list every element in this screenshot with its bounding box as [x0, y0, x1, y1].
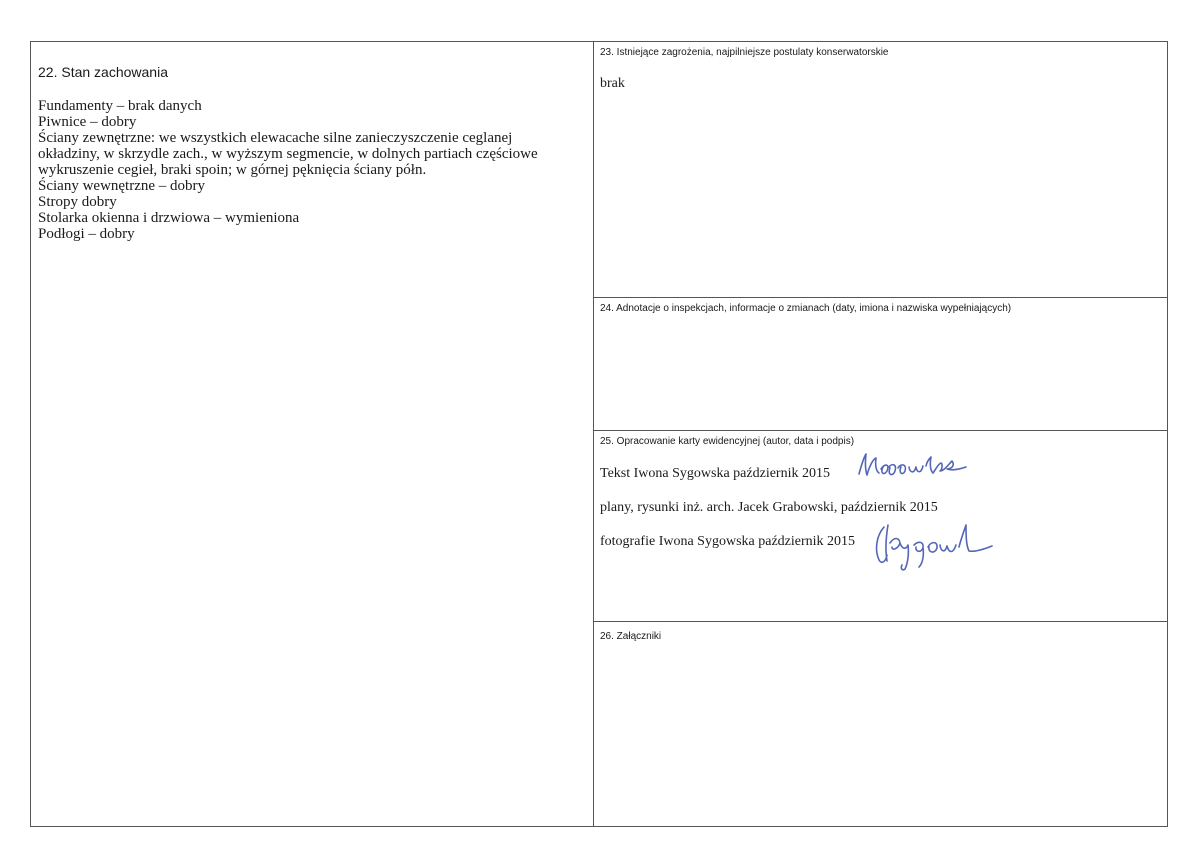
evidence-card-sheet	[30, 41, 1168, 827]
condition-line: Ściany zewnętrzne: we wszystkich elewacache silne zanieczyszczenie ceglanej	[38, 130, 513, 146]
author-plans-line: plany, rysunki inż. arch. Jacek Grabowski, październik 2015	[600, 500, 938, 515]
condition-line: wykruszenie cegieł, braki spoin; w górnej pęknięcia ściany półn.	[38, 162, 427, 178]
section-25-title: 25. Opracowanie karty ewidencyjnej (autor, data i podpis)	[600, 436, 855, 447]
section-24-annotations	[594, 298, 1167, 430]
condition-line: okładziny, w skrzydle zach., w wyższym segmencie, w dolnych partiach częściowe	[38, 146, 538, 162]
author-photos-line: fotografie Iwona Sygowska październik 2015	[600, 534, 856, 549]
handwritten-signature-1	[856, 449, 986, 483]
condition-line: Piwnice – dobry	[38, 114, 137, 130]
section-22-condition	[31, 42, 593, 826]
handwritten-signature-2	[870, 519, 1005, 571]
section-23-body: brak	[600, 76, 625, 91]
section-25-authorship	[594, 431, 1167, 621]
section-26-attachments	[594, 622, 1167, 827]
section-26-title: 26. Załączniki	[600, 631, 662, 642]
section-23-threats	[594, 42, 1167, 297]
section-22-title: 22. Stan zachowania	[38, 64, 168, 80]
condition-line: Fundamenty – brak danych	[38, 98, 202, 114]
section-22-lines	[38, 98, 586, 242]
section-24-title: 24. Adnotacje o inspekcjach, informacje o zmianach (daty, imiona i nazwiska wypełniających)	[600, 303, 1012, 314]
condition-line: Podłogi – dobry	[38, 226, 135, 242]
section-23-title: 23. Istniejące zagrożenia, najpilniejsze postulaty konserwatorskie	[600, 47, 889, 58]
author-text-line: Tekst Iwona Sygowska październik 2015	[600, 466, 830, 481]
condition-line: Stropy dobry	[38, 194, 117, 210]
condition-line: Stolarka okienna i drzwiowa – wymieniona	[38, 210, 300, 226]
condition-line: Ściany wewnętrzne – dobry	[38, 178, 206, 194]
